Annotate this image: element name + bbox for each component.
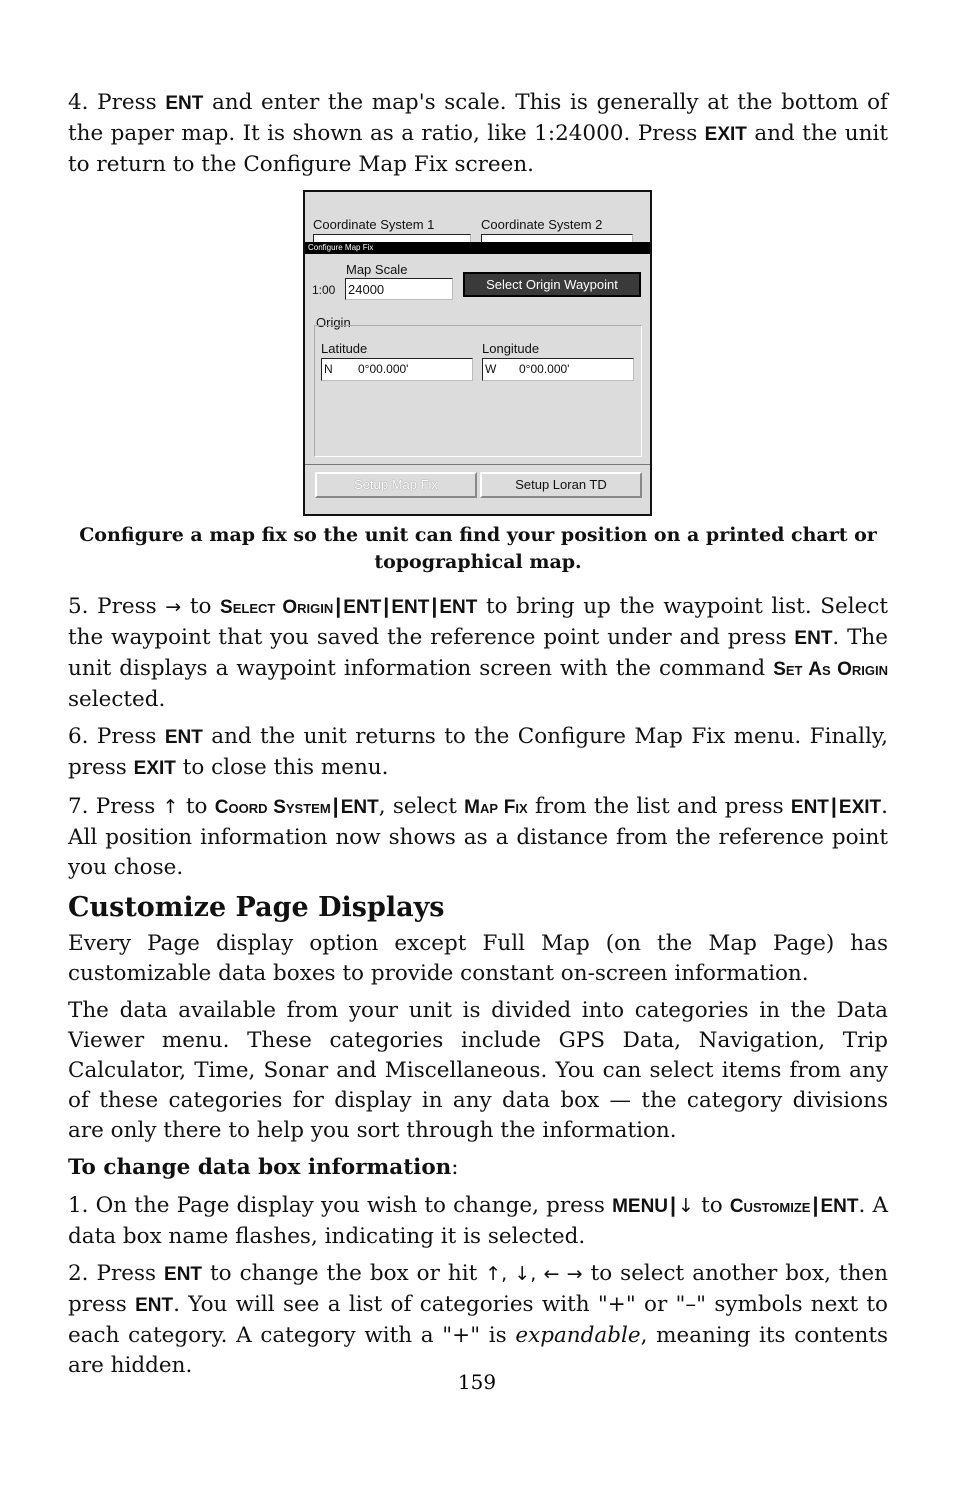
text: . You will see a list of categories with "+" or "–" symbols next to each category. A category with a "+" is (68, 1292, 888, 1348)
text: 1. On the Page display you wish to change, press (68, 1193, 613, 1218)
text: : (451, 1155, 459, 1180)
figure-caption: Configure a map fix so the unit can find your position on a printed chart or topographical map. (79, 524, 877, 573)
latitude-value: 0°00.000' (358, 362, 409, 376)
step-7 (68, 791, 888, 883)
setup-loran-td-button[interactable]: Setup Loran TD (480, 472, 642, 498)
key-exit: EXIT (133, 758, 176, 779)
separator: | (670, 1193, 677, 1217)
key-ent: ENT (164, 727, 203, 748)
key-ent: ENT (439, 597, 478, 618)
key-exit: EXIT (838, 797, 882, 818)
text: to (181, 594, 221, 619)
up-arrow-icon: ↑ (162, 796, 179, 818)
menu-select-origin: Select Origin (220, 597, 334, 618)
key-ent: ENT (340, 797, 379, 818)
text: to change the box or hit (202, 1261, 486, 1286)
text: 4. Press (68, 90, 166, 115)
map-scale-label: Map Scale (346, 262, 408, 277)
text: and the unit returns to the Configure Map Fix menu. Finally, press (68, 724, 888, 780)
longitude-value: 0°00.000' (519, 362, 570, 376)
text: to (693, 1193, 730, 1218)
emphasis-expandable: expandable (515, 1323, 641, 1348)
menu-coord-system: Coord System (214, 797, 331, 818)
paragraph-1: Every Page display option except Full Map (on the Map Page) has customizable data boxes to provide constant on-screen information. (68, 931, 888, 986)
longitude-hemisphere: W (485, 362, 497, 376)
text: selected. (68, 687, 166, 712)
step-5 (68, 591, 888, 715)
scale-prefix: 1:00 (312, 283, 336, 297)
text: to (178, 794, 215, 819)
text: 5. Press (68, 594, 166, 619)
separator: | (335, 594, 342, 618)
separator: | (812, 1193, 819, 1217)
key-ent: ENT (135, 1295, 174, 1316)
text: 7. Press (68, 794, 163, 819)
text: , select (378, 794, 465, 819)
down-arrow-icon: ↓ (678, 1195, 694, 1217)
separator: | (431, 594, 438, 618)
select-origin-waypoint-button[interactable]: Select Origin Waypoint (463, 272, 641, 297)
origin-label: Origin (316, 315, 351, 330)
subheading (68, 1153, 888, 1183)
key-ent: ENT (164, 1264, 203, 1285)
divider (305, 464, 650, 465)
key-ent: ENT (343, 597, 382, 618)
step-2 (68, 1259, 888, 1381)
window-title: Configure Map Fix (305, 242, 650, 254)
section-heading: Customize Page Displays (68, 892, 445, 923)
text: and the unit to return to the Configure Map Fix screen. (68, 121, 888, 177)
key-menu: MENU (612, 1196, 669, 1217)
right-arrow-icon: → (165, 596, 182, 618)
map-scale-value: 24000 (348, 282, 385, 297)
latitude-input[interactable] (321, 358, 473, 381)
coord-system-2-label: Coordinate System 2 (481, 217, 603, 232)
text: , meaning its contents are hidden. (68, 1323, 888, 1378)
figure-configure-map-fix (68, 190, 888, 516)
key-ent: ENT (391, 597, 430, 618)
text: and enter the map's scale. This is generally at the bottom of the paper map. It is shown as a ratio, like 1:24000. Press (68, 90, 889, 146)
page-body (68, 88, 888, 1388)
key-ent: ENT (820, 1196, 859, 1217)
separator: | (830, 794, 837, 818)
step-6 (68, 722, 888, 784)
text: 2. Press (68, 1261, 165, 1286)
text: from the list and press (527, 794, 791, 819)
text: to close this menu. (175, 755, 389, 780)
separator: | (383, 594, 390, 618)
coord-system-1-label: Coordinate System 1 (313, 217, 435, 232)
key-ent: ENT (165, 93, 204, 114)
text: . The unit displays a waypoint information screen with the command (68, 625, 888, 681)
page-number: 159 (457, 1370, 497, 1394)
menu-customize: Customize (729, 1196, 811, 1217)
step-4 (68, 88, 888, 180)
separator: | (332, 794, 339, 818)
text: 6. Press (68, 724, 165, 749)
paragraph-2: The data available from your unit is divided into categories in the Data Viewer menu. These categories include GPS Data, Navigation, Trip Calculator, Time, Sonar and Miscellaneous. You can select items from any of these categories for display in any data box — the category divisions are only there to help you sort through the information. (68, 998, 888, 1143)
menu-map-fix: Map Fix (464, 797, 528, 818)
longitude-label: Longitude (482, 341, 540, 356)
longitude-input[interactable] (482, 358, 634, 381)
latitude-label: Latitude (321, 341, 368, 356)
device-screenshot (303, 190, 652, 516)
text: to bring up the waypoint list. Select the waypoint that you saved the reference point under and press (68, 594, 888, 650)
key-ent: ENT (794, 628, 833, 649)
menu-set-as-origin: Set As Origin (773, 659, 888, 680)
step-1 (68, 1190, 888, 1252)
text: . A data box name flashes, indicating it is selected. (68, 1193, 888, 1249)
text: to select another box, then press (68, 1261, 888, 1317)
text: . All position information now shows as a distance from the reference point you chose. (68, 794, 888, 880)
map-scale-input[interactable] (345, 278, 453, 300)
subheading-text: To change data box information (68, 1155, 452, 1180)
latitude-hemisphere: N (324, 362, 333, 376)
arrow-keys-icon: ↑, ↓, ← → (485, 1263, 583, 1285)
key-ent: ENT (790, 797, 829, 818)
key-exit: EXIT (704, 124, 747, 145)
setup-map-fix-button[interactable]: Setup Map Fix (315, 472, 477, 498)
